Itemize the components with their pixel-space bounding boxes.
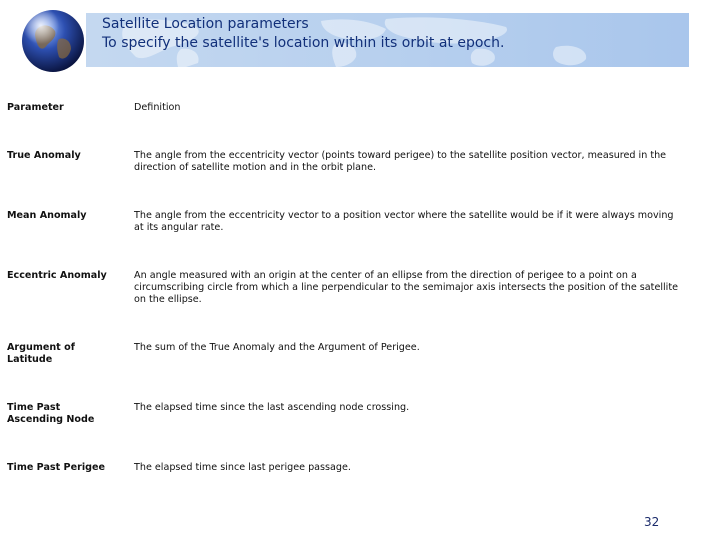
column-header-parameter: Parameter [7, 102, 64, 113]
parameter-definition: An angle measured with an origin at the center of an ellipse from the direction of perigee to a point on a circumscribing circle from which a line perpendicular to the semimajor axis intersects the position of the satellite on the ellipse. [134, 270, 679, 305]
parameter-name: True Anomaly [7, 150, 81, 161]
column-header-definition: Definition [134, 102, 181, 113]
parameter-definition: The angle from the eccentricity vector (points toward perigee) to the satellite position vector, measured in the direction of satellite motion and in the orbit plane. [134, 150, 667, 173]
parameter-definition: The sum of the True Anomaly and the Argument of Perigee. [134, 342, 420, 353]
parameter-definition: The elapsed time since last perigee passage. [134, 462, 351, 473]
parameter-name: Mean Anomaly [7, 210, 87, 221]
page-subtitle: To specify the satellite's location within its orbit at epoch. [102, 35, 505, 51]
page-title: Satellite Location parameters [102, 16, 309, 32]
globe-icon [21, 9, 85, 73]
page-number: 32 [644, 515, 660, 529]
parameter-definition: The angle from the eccentricity vector to a position vector where the satellite would be if it were always moving at its angular rate. [134, 210, 674, 233]
parameter-definition: The elapsed time since the last ascending node crossing. [134, 402, 410, 413]
parameter-name: Eccentric Anomaly [7, 270, 107, 281]
parameter-name: Time Past Ascending Node [7, 402, 95, 425]
parameter-name: Time Past Perigee [7, 462, 105, 473]
parameter-name: Argument of Latitude [7, 342, 75, 365]
